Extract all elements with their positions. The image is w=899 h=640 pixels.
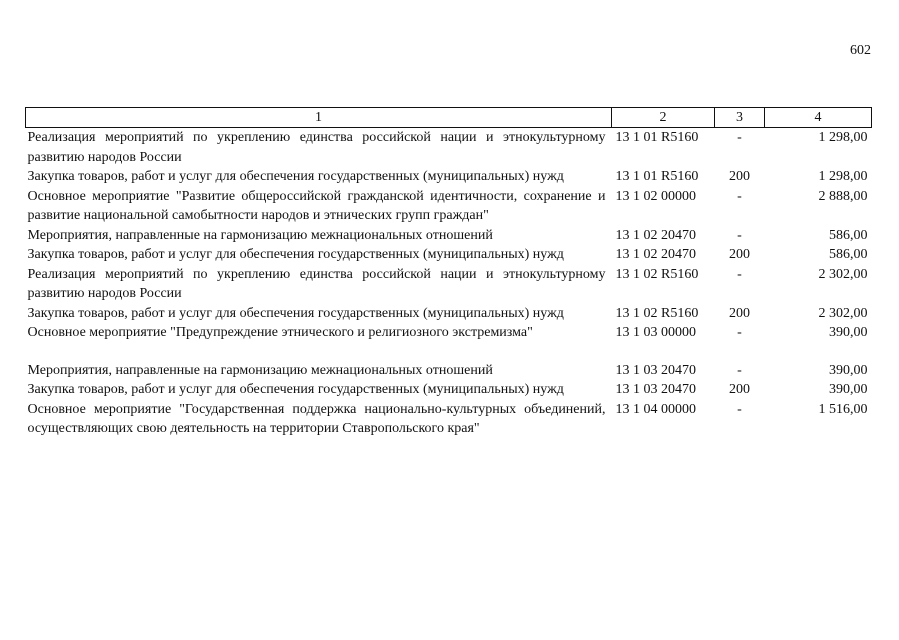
row-amount: 586,00 bbox=[829, 227, 868, 243]
row-amount: 390,00 bbox=[829, 382, 868, 397]
row-code: 13 1 02 00000 bbox=[615, 188, 696, 204]
row-code: 13 1 04 00000 bbox=[615, 401, 696, 417]
table-row bbox=[26, 187, 872, 226]
row-type: 200 bbox=[729, 305, 750, 321]
table-header bbox=[26, 108, 872, 128]
row-amount: 1 298,00 bbox=[818, 169, 868, 184]
row-type: - bbox=[737, 325, 742, 340]
row-name: Закупка товаров, работ и услуг для обеспечения государственных (муниципальных) нужд bbox=[27, 169, 564, 184]
table-row bbox=[26, 323, 872, 361]
row-amount: 2 888,00 bbox=[818, 188, 868, 204]
row-amount: 586,00 bbox=[829, 247, 868, 262]
row-amount: 2 302,00 bbox=[818, 266, 868, 282]
row-name: Закупка товаров, работ и услуг для обеспечения государственных (муниципальных) нужд bbox=[27, 247, 564, 262]
table-row bbox=[26, 380, 872, 400]
row-type: 200 bbox=[729, 247, 750, 262]
row-code: 13 1 02 R5160 bbox=[615, 266, 699, 282]
row-type: - bbox=[737, 401, 742, 417]
row-name: Основное мероприятие "Развитие общероссийской гражданской идентичности, сохранение и развитие национальной самобытности народов и этнических групп граждан" bbox=[27, 188, 606, 223]
header-col-4: 4 bbox=[765, 108, 872, 128]
row-amount: 1 516,00 bbox=[818, 401, 868, 417]
row-name: Мероприятия, направленные на гармонизацию межнациональных отношений bbox=[27, 227, 493, 243]
row-name: Закупка товаров, работ и услуг для обеспечения государственных (муниципальных) нужд bbox=[27, 382, 564, 397]
table-row bbox=[26, 361, 872, 381]
table-row bbox=[26, 128, 872, 168]
row-type: - bbox=[737, 227, 742, 243]
row-code: 13 1 02 20470 bbox=[615, 247, 696, 262]
row-type: 200 bbox=[729, 382, 750, 397]
table-row bbox=[26, 226, 872, 246]
row-code: 13 1 02 20470 bbox=[615, 227, 696, 243]
table-row bbox=[26, 245, 872, 265]
row-name: Реализация мероприятий по укреплению единства российской нации и этнокультурному развитию народов России bbox=[27, 266, 606, 301]
row-code: 13 1 02 R5160 bbox=[615, 305, 699, 321]
table-body bbox=[26, 128, 872, 439]
table-row bbox=[26, 265, 872, 304]
row-code: 13 1 03 00000 bbox=[615, 325, 696, 340]
row-code: 13 1 01 R5160 bbox=[615, 130, 699, 145]
row-name: Основное мероприятие "Государственная поддержка национально-культурных объединений, осуществляющих свою деятельность на территории Ставропольского края" bbox=[27, 401, 606, 436]
header-col-3: 3 bbox=[715, 108, 765, 128]
row-code: 13 1 03 20470 bbox=[615, 362, 696, 378]
row-code: 13 1 03 20470 bbox=[615, 382, 696, 397]
row-amount: 390,00 bbox=[829, 362, 868, 378]
table-row bbox=[26, 304, 872, 324]
table-row bbox=[26, 167, 872, 187]
table-row bbox=[26, 400, 872, 439]
row-amount: 1 298,00 bbox=[818, 130, 868, 145]
row-type: 200 bbox=[729, 169, 750, 184]
row-name: Мероприятия, направленные на гармонизацию межнациональных отношений bbox=[27, 362, 493, 378]
row-type: - bbox=[737, 362, 742, 378]
row-type: - bbox=[737, 130, 742, 145]
row-type: - bbox=[737, 188, 742, 204]
row-name: Закупка товаров, работ и услуг для обеспечения государственных (муниципальных) нужд bbox=[27, 305, 564, 321]
row-code: 13 1 01 R5160 bbox=[615, 169, 699, 184]
header-row bbox=[26, 108, 872, 128]
row-name: Основное мероприятие "Предупреждение этнического и религиозного экстремизма" bbox=[27, 325, 533, 340]
row-name: Реализация мероприятий по укреплению единства российской нации и этнокультурному развитию народов России bbox=[27, 130, 606, 165]
row-amount: 390,00 bbox=[829, 325, 868, 340]
header-col-2: 2 bbox=[612, 108, 715, 128]
budget-table bbox=[25, 107, 872, 439]
row-amount: 2 302,00 bbox=[818, 305, 868, 321]
page-number: 602 bbox=[850, 43, 871, 58]
header-col-1: 1 bbox=[26, 108, 612, 128]
row-type: - bbox=[737, 266, 742, 282]
